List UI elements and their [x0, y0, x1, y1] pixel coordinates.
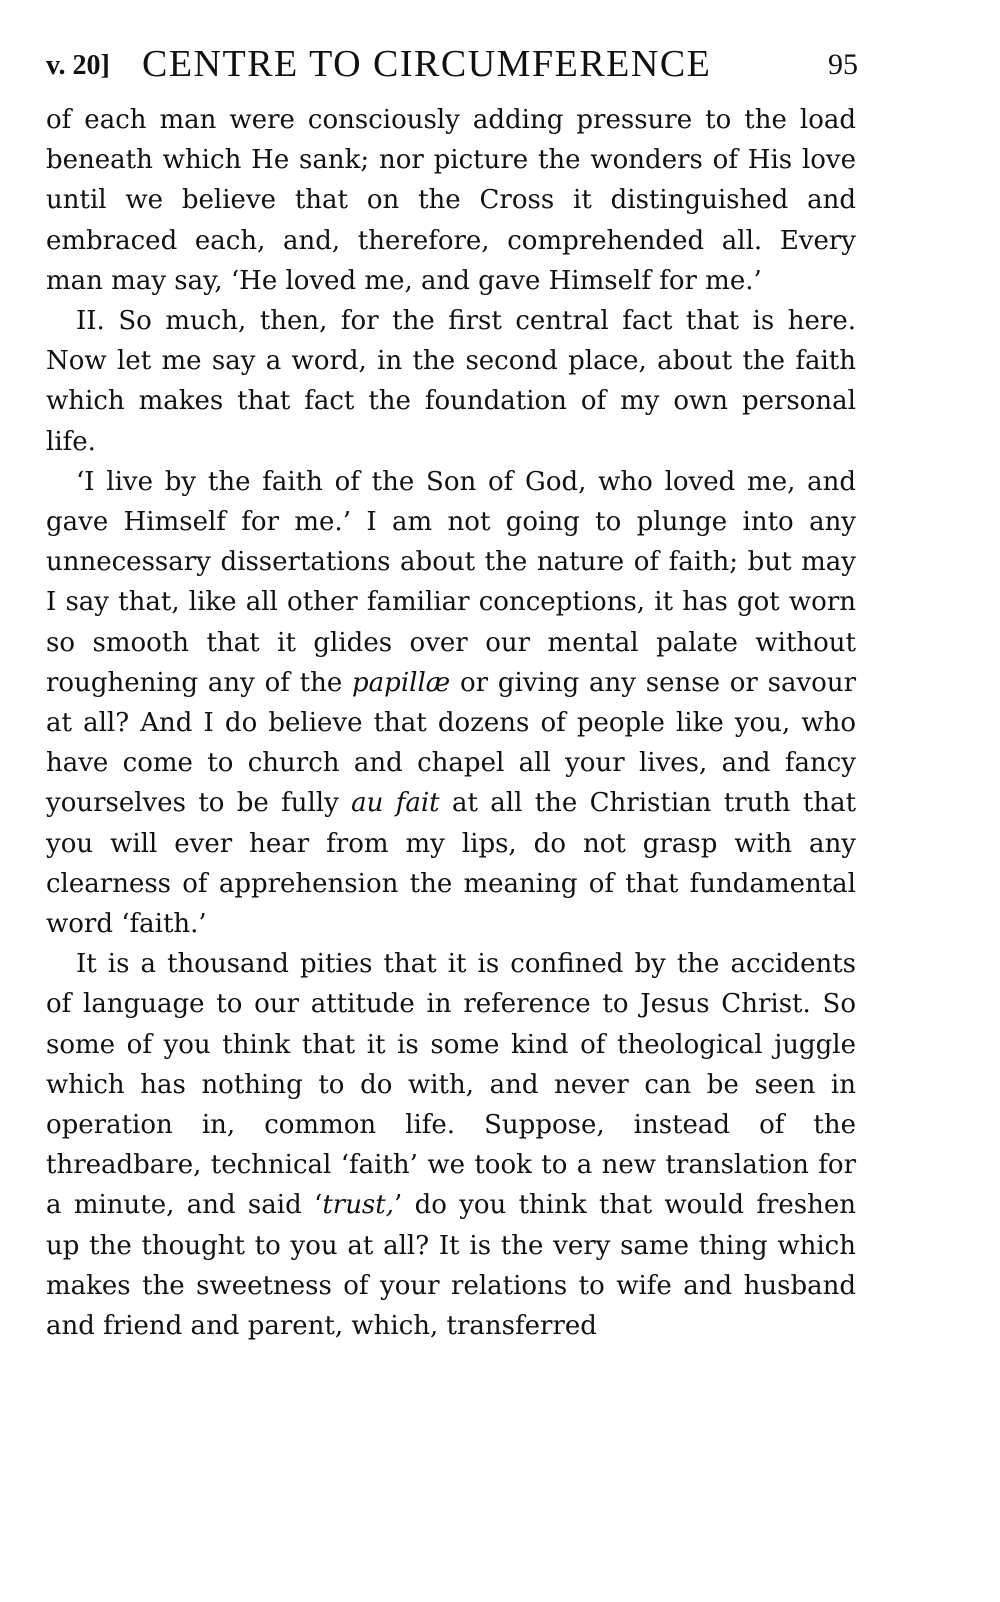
- paragraph-3: [46, 462, 856, 944]
- running-header: [46, 36, 856, 100]
- page-number: 95: [828, 48, 858, 81]
- italic-term: papillæ: [352, 667, 451, 698]
- paragraph-text: of each man were consciously adding pressure to the load beneath which He sank; nor picture the wonders of His love until we believe that on the Cross it distinguished and embraced each, and, therefore, comprehended all. Every man may say, ‘He loved me, and gave Himself for me.’: [46, 105, 856, 296]
- paragraph-text: II. So much, then, for the first central fact that is here. Now let me say a word, in the second place, about the faith which makes that fact the foundation of my own personal life.: [46, 306, 856, 457]
- italic-term: au fait: [351, 788, 440, 819]
- paragraph-text: or giving any sense or savour at all? And I do believe that dozens of people like you, who have come to church and chapel all your lives, and fancy yourselves to be fully: [46, 667, 857, 819]
- body-text: [46, 100, 856, 1346]
- paragraph-4: [46, 944, 856, 1346]
- paragraph-1: [46, 100, 856, 301]
- chapter-title: CENTRE TO CIRCUMFERENCE: [142, 43, 712, 85]
- paragraph-2: [46, 301, 856, 462]
- paragraph-text: ‘I live by the faith of the Son of God, who loved me, and gave Himself for me.’ I am not going to plunge into any unnecessary dissertations about the nature of faith; but may I say that, like all other familiar conceptions, it has got worn so smooth that it glides over our mental palate without roughening any of the: [46, 466, 856, 698]
- paragraph-text: at all the Christian truth that you will ever hear from my lips, do not grasp with any clearness of apprehension the meaning of that fundamental word ‘faith.’: [46, 788, 857, 940]
- paragraph-text: It is a thousand pities that it is confined by the accidents of language to our attitude in reference to Jesus Christ. So some of you think that it is some kind of theological juggle which has nothing to do with, and never can be seen in operation in, common life. Suppose, instead of the threadbare, technical ‘faith’ we took to a new translation for a minute, and said ‘: [46, 949, 856, 1221]
- paragraph-text: ’ do you think that would freshen up the thought to you at all? It is the very same thing which makes the sweetness of your relations to wife and husband and friend and parent, which, transferred: [46, 1190, 856, 1342]
- verse-reference: v. 20]: [46, 50, 110, 81]
- book-page: [46, 36, 856, 1346]
- italic-term: trust,: [322, 1190, 394, 1221]
